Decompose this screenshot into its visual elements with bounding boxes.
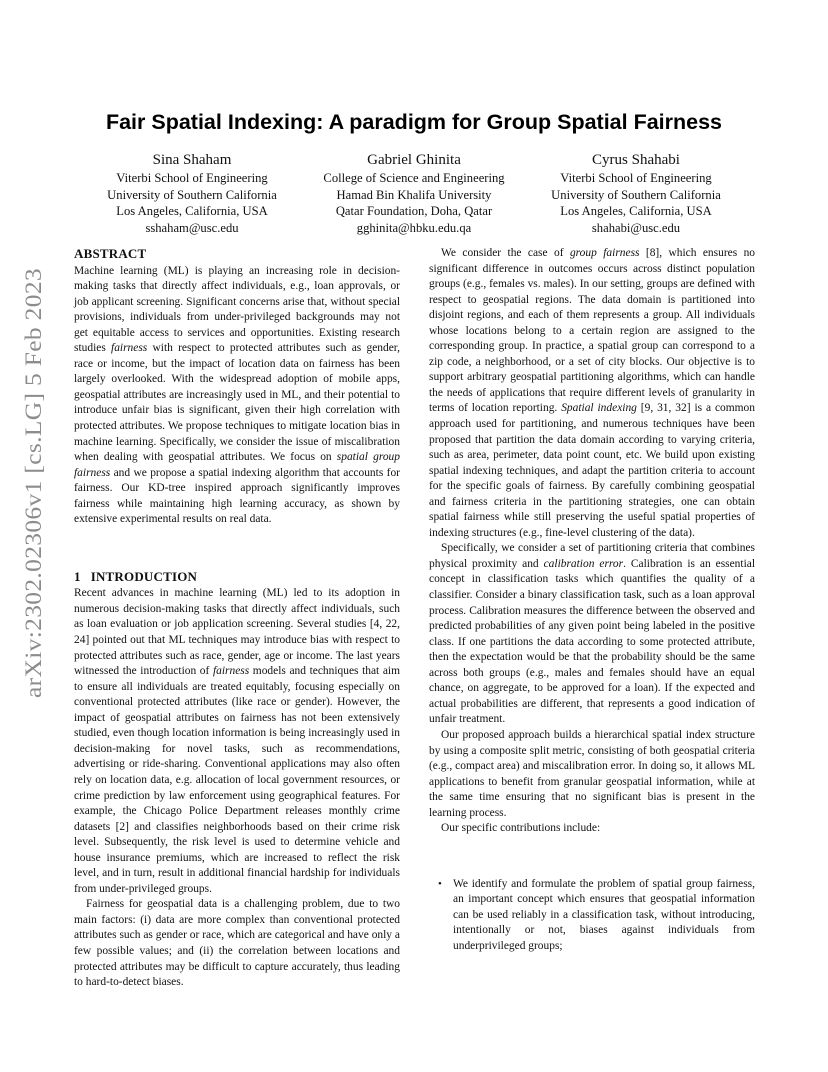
text-run: with respect to protected attributes such as gender, race or income, but the impact of location data on fairness has been largely overlooked. With the widespread adoption of mobile apps, geospatial attributes are increasingly used in ML, and their potential to introduce unfair bias is significant, given their high correlation with protected attributes. We propose techniques to mitigate location bias in machine learning. Specifically, we consider the issue of miscalibration when dealing with geospatial attributes. We focus on (74, 342, 400, 464)
intro-paragraph-6 (429, 821, 755, 837)
text-run: [8], which ensures no significant difference in outcomes occurs across distinct population groups (e.g., females vs. males). In our setting, groups are defined with respect to geospatial regions. The data domain is partitioned into disjoint regions, and each of them represents a group. All individuals whose locations belong to a certain region are assigned to the corresponding group. In practice, a spatial group can correspond to a zip code, a neighborhood, or a set of city blocks. Our objective is to support arbitrary geospatial partitioning algorithms, which can handle the needs of applications that require different levels of granularity in terms of location reporting. (429, 247, 756, 415)
author-department: Viterbi School of Engineering (116, 171, 268, 185)
intro-paragraph-4 (429, 541, 755, 728)
text-run: Machine learning (ML) is playing an increasing role in decision-making tasks that directly affect individuals, e.g., loan approvals, or job applicant screening. Significant concerns arise that, without special provisions, individuals from under-privileged backgrounds may not get equitable access to services and opportunities. Existing research studies (74, 264, 400, 355)
emphasized-term: spatial group fairness (74, 451, 400, 479)
text-run: Fairness for geospatial data is a challenging problem, due to two main factors: (i) data are more complex than conventional protected attributes such as gender or race, which are categorical and have only a few possible values; and (ii) the correlation between locations and protected attributes may be difficult to capture accurately, thus leading to hard-to-detect biases. (74, 898, 400, 989)
text-run: models and techniques that aim to ensure all individuals are treated equitably, focusing especially on conventional protected attributes (like race or gender). However, the impact of geospatial attributes on fairness has not been extensively studied, even though location information is being increasingly used in decision-making for novel tasks, such as recommendations, advertising or ride-sharing. Conventional applications may also often rely on location data, e.g. allocation of local government resources, or crime prediction by law enforcement using geographical features. For example, the Chicago Police Department releases monthly crime datasets [2] and classifies neighborhoods based on their crime risk level. Subsequently, the risk level is used to determine vehicle and house insurance premiums, which are increased to reflect the risk level, and in turn, result in additional financial hardship for individuals from under-privileged groups. (74, 665, 400, 895)
text-run: We consider the case of (441, 247, 570, 259)
author-name: Sina Shaham (152, 152, 232, 168)
section-number: 1 (74, 568, 81, 584)
contributions-list (429, 877, 755, 955)
author-institution: University of Southern California (551, 187, 721, 202)
author-institution: Hamad Bin Khalifa University (336, 187, 492, 202)
left-column (74, 246, 400, 991)
emphasized-term: fairness (212, 665, 250, 678)
text-run: Our specific contributions include: (441, 822, 601, 835)
author-email: shahabi@usc.edu (591, 220, 681, 235)
arxiv-identifier-stamp (14, 262, 48, 702)
abstract-heading: ABSTRACT (74, 246, 147, 261)
text-run: Specifically, we consider a set of partitioning criteria that combines physical proximity and (429, 542, 755, 570)
section-title: INTRODUCTION (90, 568, 198, 584)
author-block-2 (294, 150, 534, 236)
arxiv-identifier-text: arXiv:2302.02306v1 [cs.LG] 5 Feb 2023 (21, 310, 46, 698)
author-department: College of Science and Engineering (323, 171, 505, 185)
list-item (438, 877, 755, 955)
intro-paragraph-5 (429, 728, 755, 821)
author-block-3 (516, 150, 756, 236)
text-run: . Calibration is an essential concept in classification tasks which quantifies the quality of a classifier. Consider a binary classification task, such as a loan approval process. Calibration measures the difference between the observed and predicted probabilities of any given point being labeled in the positive class. If one partitions the data according to some protected attribute, then the expectation would be that the probability should be the same across both groups (e.g., males and females should have an equal chance, on aggregate, to be approved for a loan). If the expected and actual probabilities are different, that represents a good indication of unfair treatment. (429, 557, 756, 726)
text-run: Our proposed approach builds a hierarchical spatial index structure by using a composite split metric, consisting of both geospatial criteria (e.g., compact area) and miscalibration error. In doing so, it allows ML applications to benefit from granular geospatial information, while at the same time ensuring that no significant bias is present in the learning process. (429, 728, 755, 819)
emphasized-term: Spatial indexing (561, 402, 637, 415)
author-name: Gabriel Ghinita (367, 152, 461, 168)
abstract-paragraph (74, 264, 400, 528)
introduction-heading (74, 569, 400, 585)
author-department: Viterbi School of Engineering (560, 171, 712, 185)
intro-paragraph-1 (74, 586, 400, 897)
emphasized-term: calibration error (543, 557, 624, 570)
author-location: Los Angeles, California, USA (560, 204, 712, 219)
right-column (429, 246, 755, 955)
list-item-text: We identify and formulate the problem of spatial group fairness, an important concept which ensures that geospatial information can be used reliably in a classification task, without introducing, intentionally or not, biases against individuals from underprivileged groups; (453, 877, 755, 952)
author-email: gghinita@hbku.edu.qa (356, 220, 472, 235)
paper-title: Fair Spatial Indexing: A paradigm for Group Spatial Fairness (105, 110, 723, 134)
intro-paragraph-2 (74, 897, 400, 990)
text-run: Recent advances in machine learning (ML) led to its adoption in numerous decision-making tasks that directly affect individuals, such as loan evaluation or job application screening. Several studies [4, 22, 24] pointed out that ML techniques may introduce bias with respect to protected attributes such as race, gender, age or income. The last years witnessed the introduction of (74, 587, 400, 678)
text-run: [9, 31, 32] is a common approach used for partitioning, and numerous techniques have been proposed that partition the data domain according to varying criteria, such as area, perimeter, data point count, etc. We build upon existing spatial indexing techniques, and adapt the partition criteria to account for the specific goals of fairness. By carefully combining geospatial and fairness criteria in the partitioning strategies, one can obtain spatial fairness while still preserving the useful spatial properties of indexing structures (e.g., fine-level clustering of the data). (429, 402, 755, 539)
emphasized-term: fairness (111, 342, 148, 355)
author-location: Qatar Foundation, Doha, Qatar (335, 204, 493, 219)
bullet-marker: • (438, 877, 442, 890)
author-block-1 (72, 150, 312, 236)
author-institution: University of Southern California (107, 187, 277, 202)
author-email: sshaham@usc.edu (145, 220, 239, 235)
author-name: Cyrus Shahabi (592, 152, 680, 168)
author-location: Los Angeles, California, USA (116, 204, 268, 219)
text-run: and we propose a spatial indexing algorithm that accounts for fairness. Our KD-tree inspired approach significantly improves fairness while maintaining high learning accuracy, as shown by extensive experimental results on real data. (74, 466, 400, 526)
intro-paragraph-3 (429, 246, 755, 541)
emphasized-term: group fairness (569, 247, 640, 259)
